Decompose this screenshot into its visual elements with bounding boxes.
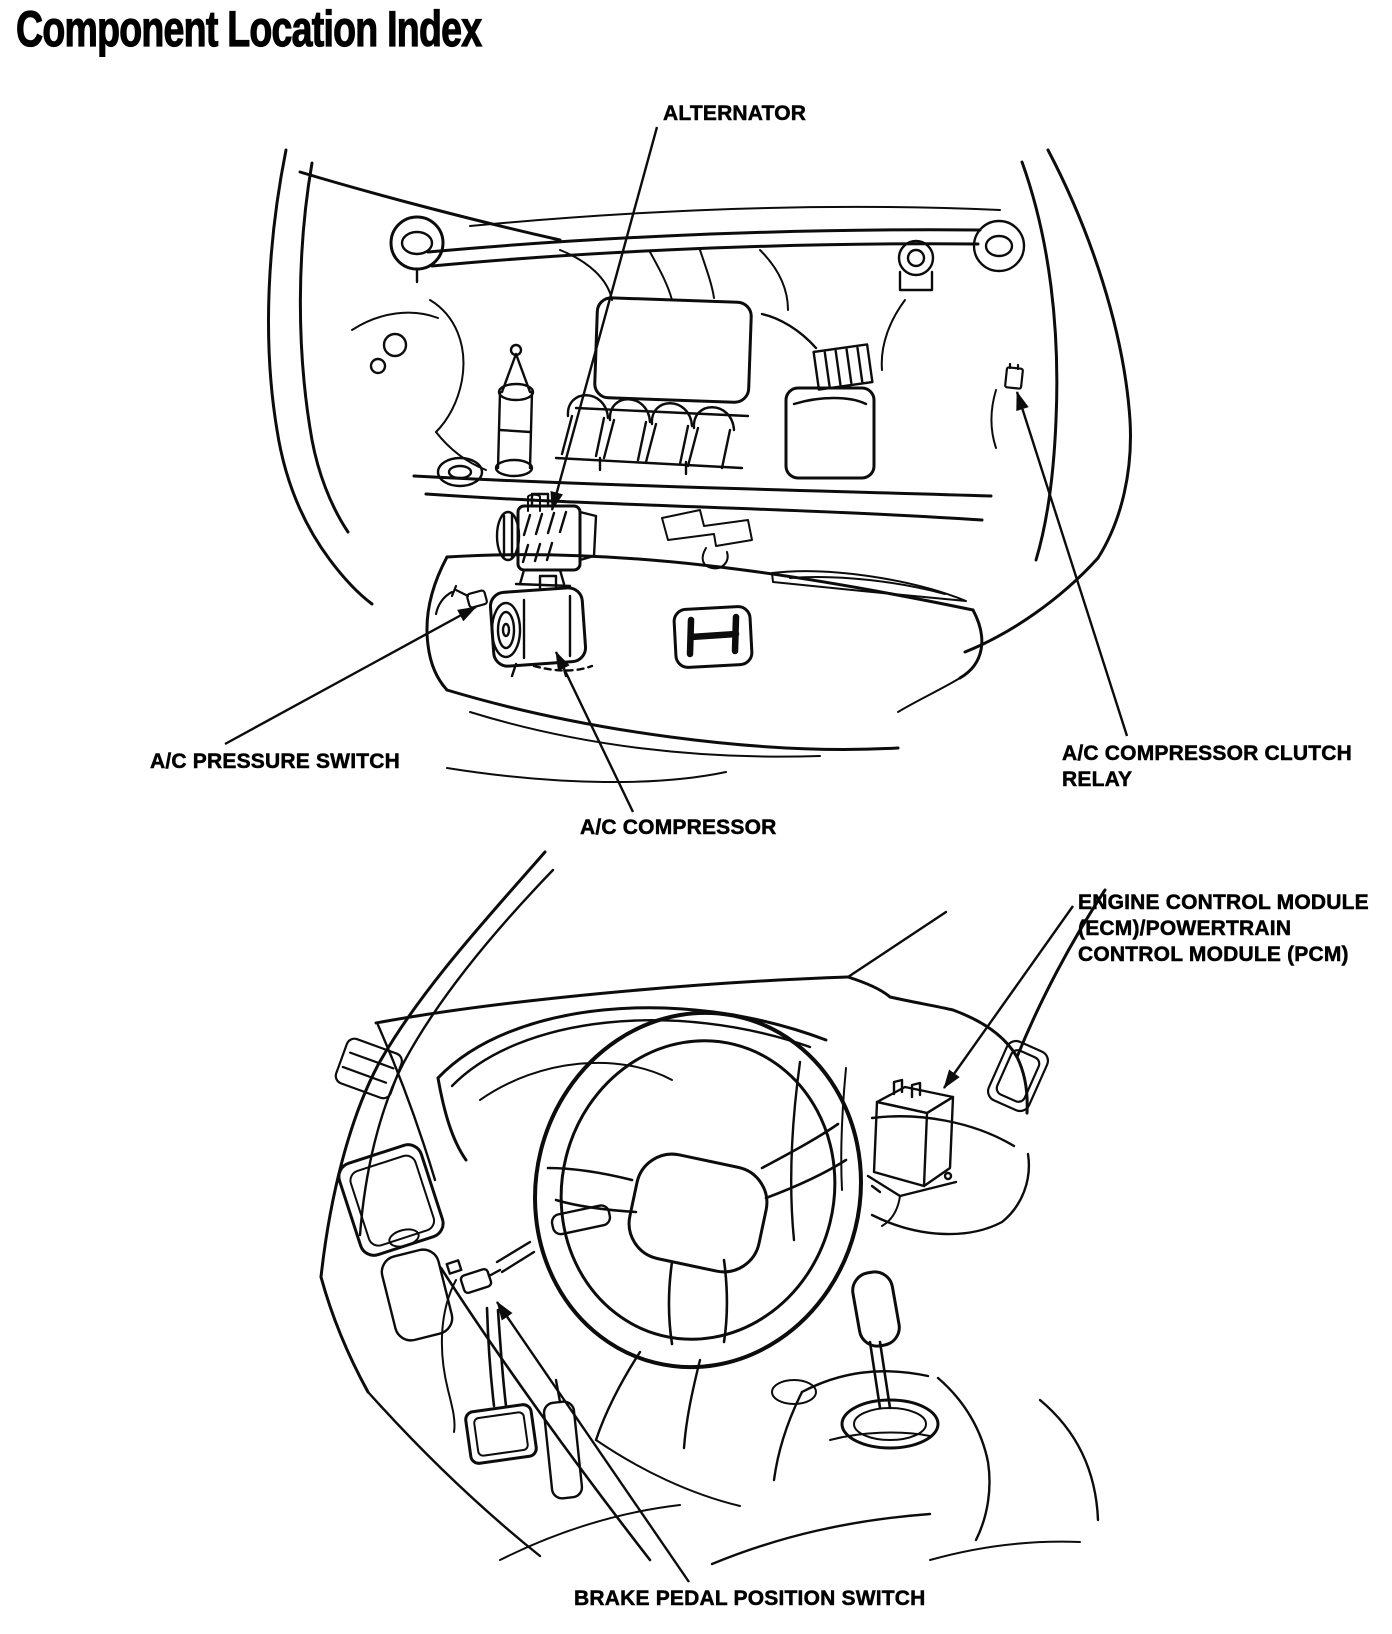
line-art-stroke: [908, 250, 924, 266]
line-art-stroke: [562, 416, 572, 454]
line-art-stroke: [986, 236, 1012, 256]
pedals: [465, 1308, 583, 1499]
line-art-stroke: [447, 768, 726, 782]
line-art-stroke: [580, 512, 596, 560]
callout-text: A/C COMPRESSOR CLUTCH: [1062, 742, 1353, 765]
front-bumper: [427, 510, 1098, 782]
line-art-stroke: [825, 352, 830, 386]
line-art-stroke: [343, 1067, 386, 1083]
line-art-stroke: [694, 407, 734, 430]
valve-cover: [594, 297, 751, 402]
line-art-stroke: [560, 570, 564, 584]
line-art-stroke: [530, 392, 532, 468]
line-art-stroke: [1005, 367, 1023, 389]
callout-brake-pedal-position-switch: [574, 1586, 926, 1612]
airbag-hub-pad: [622, 1147, 773, 1278]
alternator-drawing: [497, 494, 596, 586]
honda-h-glyph: [690, 617, 736, 654]
line-art-stroke: [560, 250, 612, 300]
callout-ac-compressor: [580, 815, 777, 841]
radiator-cap: [391, 217, 443, 269]
cup-holder: [772, 1380, 816, 1404]
line-art-stroke: [762, 314, 816, 348]
callout-ac-pressure-switch: [150, 749, 400, 775]
line-art-stroke: [669, 1262, 672, 1344]
line-art-stroke: [436, 592, 452, 614]
line-art-stroke: [384, 334, 406, 356]
callout-text: RELAY: [1062, 768, 1133, 791]
line-art-stroke: [688, 428, 698, 466]
accelerator-pedal: [543, 1401, 583, 1500]
line-art-stroke: [438, 1078, 466, 1160]
line-art-stroke: [960, 610, 982, 678]
line-art-stroke: [536, 514, 542, 534]
shift-knob: [850, 1269, 902, 1349]
callout-ecm-pcm: [1078, 890, 1369, 968]
ecm-bracket: [868, 1176, 956, 1196]
line-art-stroke: [760, 250, 788, 310]
ignition-coil: [496, 345, 533, 476]
line-art-stroke: [414, 476, 991, 496]
line-art-stroke: [535, 544, 540, 561]
callout-text: ENGINE CONTROL MODULE: [1078, 891, 1369, 914]
callout-text: A/C COMPRESSOR: [580, 816, 777, 839]
callout-alternator: [663, 101, 806, 127]
line-art-stroke: [516, 584, 570, 586]
engine-assembly: [352, 217, 1024, 486]
callout-text: BRAKE PEDAL POSITION SWITCH: [574, 1587, 926, 1610]
ac-clutch-relay-drawing: [1005, 364, 1023, 389]
driver-door: [321, 1036, 680, 1560]
line-art-stroke: [965, 558, 1098, 652]
line-art-stroke: [496, 460, 532, 476]
line-art-stroke: [568, 395, 608, 418]
glovebox-top: [872, 1116, 1014, 1146]
line-art-stroke: [524, 515, 530, 535]
center-console-shifter: [596, 1269, 1098, 1564]
line-art-stroke: [470, 207, 1000, 226]
line-art-stroke: [528, 495, 540, 511]
line-art-stroke: [466, 590, 487, 608]
leader-ac-clutch-relay: [1017, 392, 1127, 736]
left-dash-vent: [334, 1036, 405, 1100]
line-art-stroke: [596, 418, 604, 456]
line-art-stroke: [498, 612, 514, 648]
callout-text: (ECM)/POWERTRAIN: [1078, 917, 1292, 940]
leader-lines: [225, 127, 1127, 1582]
line-art-stroke: [402, 232, 432, 254]
line-art-stroke: [945, 1173, 951, 1179]
intake-duct-accordion: [814, 344, 873, 389]
radiator-support: [414, 476, 991, 520]
ecm-pcm-drawing: [868, 1080, 956, 1226]
line-art-stroke: [836, 351, 841, 385]
line-art-stroke: [499, 384, 533, 400]
brake-fluid-reservoir: [899, 241, 933, 275]
line-art-stroke: [596, 1440, 740, 1506]
line-art-stroke: [680, 426, 688, 464]
brake-pedal-arm: [487, 1308, 494, 1406]
line-art-stroke: [500, 430, 530, 432]
ac-pressure-switch-drawing: [436, 586, 488, 614]
wheel-rim-inner: [530, 1012, 866, 1369]
alternator-pulley: [497, 512, 519, 560]
windshield-base: [376, 977, 848, 1023]
steering-column: [596, 1352, 640, 1440]
line-art-stroke: [646, 424, 656, 462]
door-armrest: [378, 1246, 455, 1343]
line-art-stroke: [520, 570, 524, 584]
line-art-stroke: [938, 1378, 990, 1540]
oil-filler-cap: [438, 458, 482, 486]
line-art-stroke: [684, 1360, 700, 1448]
line-art-stroke: [880, 1342, 890, 1408]
pillars-and-dash-top: [321, 852, 1105, 1277]
line-art-stroke: [722, 430, 730, 468]
callout-text: CONTROL MODULE (PCM): [1078, 943, 1349, 966]
line-art-stroke: [449, 466, 471, 478]
line-art-stroke: [700, 250, 714, 298]
line-art-stroke: [500, 1505, 680, 1560]
callout-ac-compressor-clutch-relay: [1062, 741, 1352, 793]
line-art-stroke: [712, 1514, 930, 1564]
line-art-stroke: [460, 1268, 492, 1294]
line-art-stroke: [898, 678, 960, 712]
line-art-stroke: [604, 420, 614, 458]
line-art-stroke: [814, 344, 873, 389]
line-art-stroke: [474, 1412, 529, 1457]
line-art-stroke: [724, 1260, 727, 1342]
ecm-front-face: [874, 1102, 927, 1186]
line-art-stroke: [802, 1371, 928, 1392]
right-dash-vent: [985, 1038, 1051, 1114]
callout-text: A/C PRESSURE SWITCH: [150, 750, 400, 773]
line-art-stroke: [762, 1124, 838, 1168]
line-art-stroke: [503, 624, 509, 636]
line-art-stroke: [691, 634, 736, 637]
line-art-stroke: [371, 359, 385, 373]
line-art-stroke: [1017, 1057, 1027, 1113]
line-art-stroke: [556, 458, 742, 468]
line-art-stroke: [1040, 1400, 1098, 1520]
line-art-stroke: [560, 512, 566, 532]
hood-latch: [662, 510, 752, 546]
line-art-stroke: [452, 586, 456, 596]
line-art-stroke: [857, 348, 862, 382]
line-art-stroke: [447, 1260, 462, 1273]
honda-badge: [674, 606, 753, 668]
line-art-stroke: [841, 1068, 846, 1190]
caps-and-reservoirs: [371, 217, 1024, 486]
line-art-stroke: [547, 543, 552, 560]
line-art-stroke: [652, 403, 692, 426]
intake-runners: [562, 395, 734, 468]
line-art-stroke: [992, 390, 997, 448]
line-art-stroke: [847, 349, 852, 383]
line-art-stroke: [300, 172, 560, 240]
line-art-stroke: [456, 590, 468, 596]
line-art-stroke: [518, 506, 580, 570]
line-art-stroke: [854, 1408, 926, 1440]
line-art-stroke: [1048, 150, 1130, 558]
line-art-stroke: [548, 513, 554, 533]
ecm-top-face: [877, 1087, 953, 1113]
line-art-stroke: [447, 690, 898, 749]
line-art-stroke: [438, 1008, 826, 1078]
line-art-stroke: [300, 163, 348, 532]
line-art-stroke: [870, 1342, 880, 1408]
washer-cap: [974, 221, 1024, 271]
page-title: Component Location Index: [16, 1, 482, 57]
line-art-stroke: [321, 1277, 368, 1392]
line-art-stroke: [638, 422, 646, 460]
line-art-stroke: [794, 398, 866, 404]
line-art-stroke: [350, 1053, 393, 1069]
line-art-stroke: [268, 150, 372, 604]
line-art-stroke: [872, 1186, 880, 1192]
line-art-stroke: [930, 1542, 1080, 1560]
line-art-stroke: [447, 555, 973, 610]
line-art-stroke: [774, 1392, 802, 1480]
line-art-stroke: [848, 977, 1017, 1057]
line-art-stroke: [882, 300, 905, 370]
line-art-stroke: [430, 300, 463, 432]
line-art-stroke: [498, 1310, 506, 1406]
ac-compressor-drawing: [490, 576, 592, 676]
line-art-stroke: [426, 494, 982, 520]
figure-engine-bay: [268, 150, 1130, 782]
line-art-stroke: [548, 1168, 632, 1180]
leader-ac-compressor: [556, 652, 633, 812]
figure-interior-dashboard: [321, 852, 1105, 1564]
line-art-stroke: [352, 313, 438, 330]
callout-text: ALTERNATOR: [663, 102, 807, 125]
grille-slot: [772, 571, 966, 601]
leader-brake-pedal-position-switch: [497, 1302, 689, 1582]
line-art-stroke: [489, 1270, 500, 1276]
line-art-stroke: [848, 912, 946, 977]
line-art-stroke: [650, 252, 672, 300]
